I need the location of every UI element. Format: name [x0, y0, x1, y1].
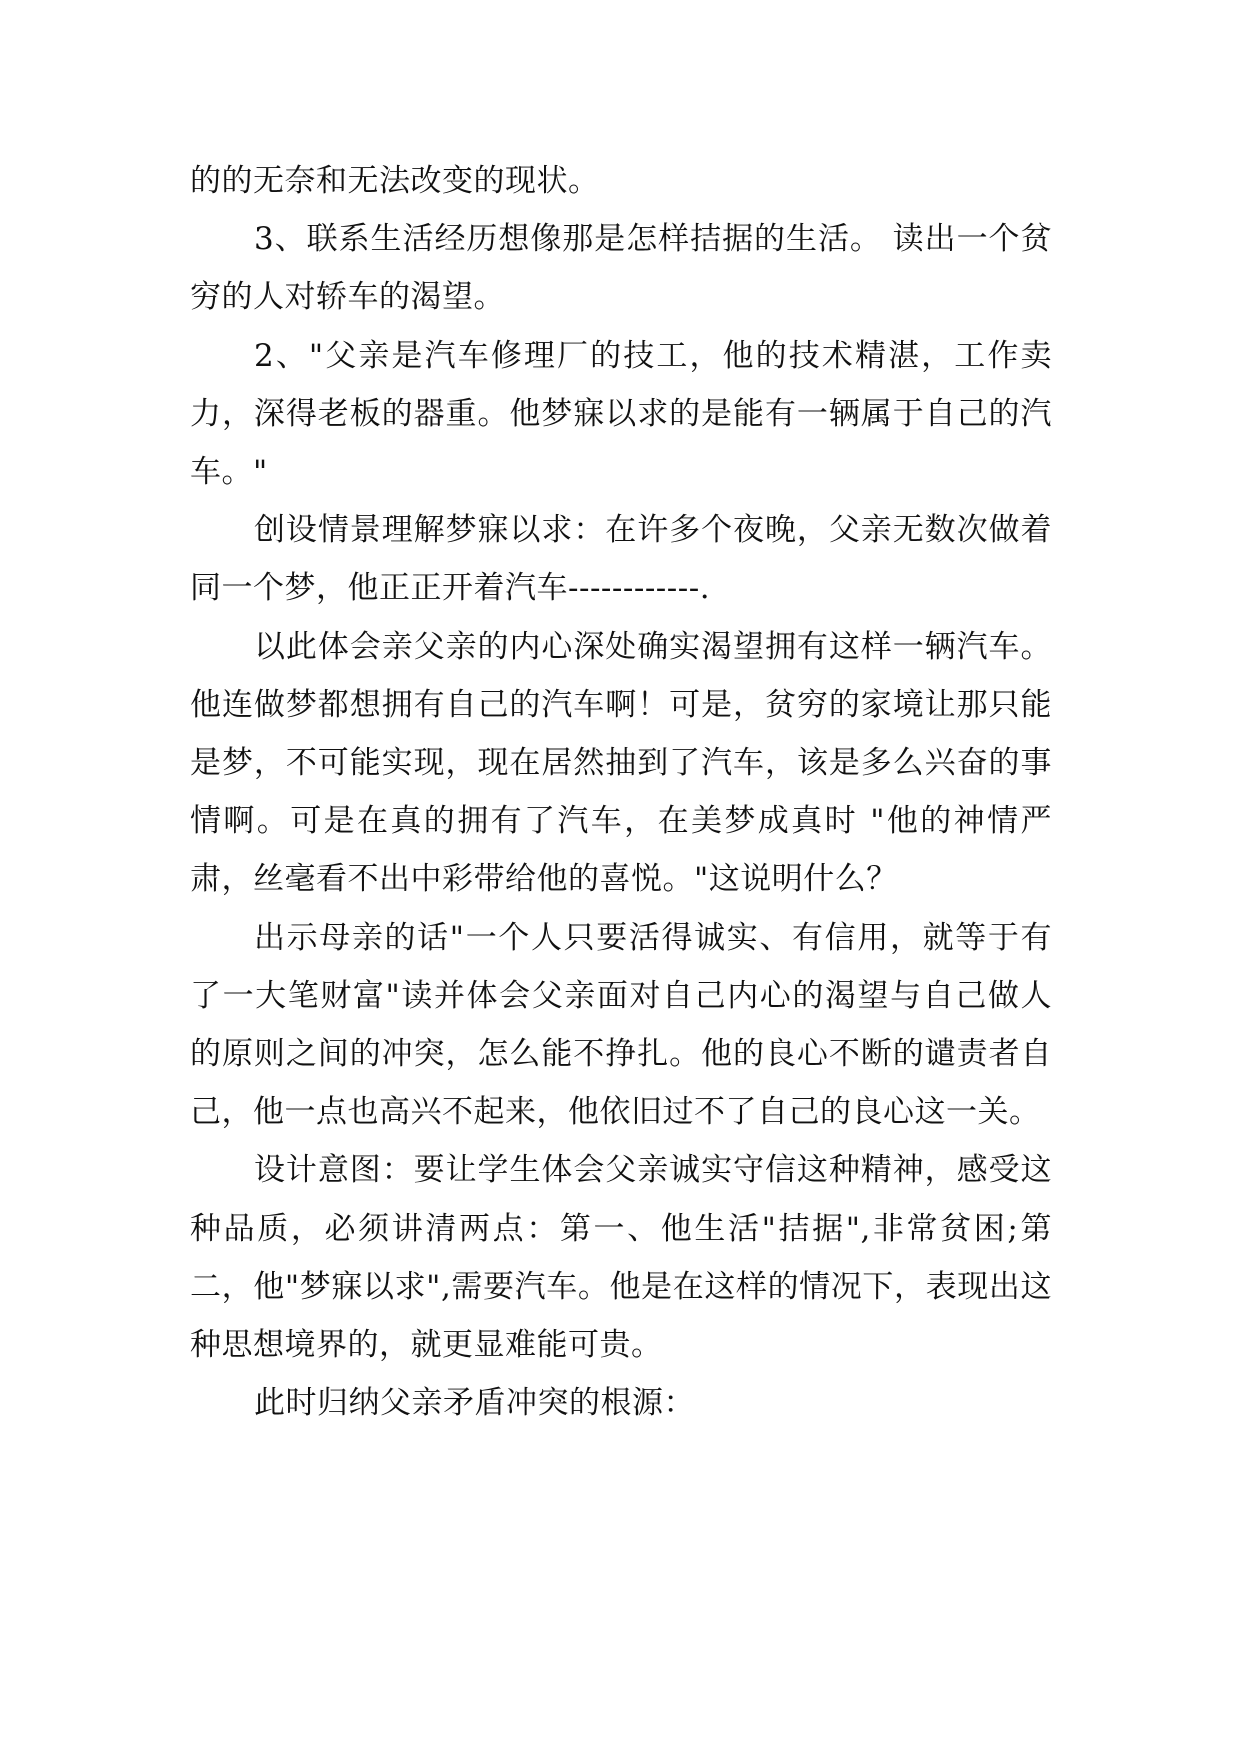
paragraph-continuation: 的的无奈和无法改变的现状。	[190, 163, 600, 199]
paragraph-point-2-quote: 2、"父亲是汽车修理厂的技工，他的技术精湛，工作卖力，深得老板的器重。他梦寐以求的是能有一辆属于自己的汽车。"	[190, 337, 1052, 491]
paragraph-conflict-summary: 此时归纳父亲矛盾冲突的根源：	[254, 1385, 695, 1422]
paragraph-scenario: 创设情景理解梦寐以求：在许多个夜晚，父亲无数次做着同一个梦，他正正开着汽车------------.	[190, 512, 1052, 607]
paragraph-inner-desire: 以此体会亲父亲的内心深处确实渴望拥有这样一辆汽车。 他连做梦都想拥有自己的汽车啊！可是，贫穷的家境让那只能是梦，不可能实现，现在居然抽到了汽车，该是多么兴奋的事情啊。可是在真的拥有了汽车，在美梦成真时 "他的神情严肃，丝毫看不出中彩带给他的喜悦。"这说明什么？	[190, 628, 1052, 898]
document-body	[190, 152, 1052, 1432]
paragraph-point-3: 3、联系生活经历想像那是怎样拮据的生活。 读出一个贫穷的人对轿车的渴望。	[190, 221, 1052, 316]
paragraph-mother-quote: 出示母亲的话"一个人只要活得诚实、有信用，就等于有了一大笔财富"读并体会父亲面对自己内心的渴望与自己做人的原则之间的冲突，怎么能不挣扎。他的良心不断的谴责者自己，他一点也高兴不起来，他依旧过不了自己的良心这一关。	[190, 919, 1052, 1131]
paragraph-design-intent: 设计意图：要让学生体会父亲诚实守信这种精神，感受这种品质，必须讲清两点：第一、他生活"拮据",非常贫困;第二，他"梦寐以求",需要汽车。他是在这样的情况下，表现出这种思想境界的，就更显难能可贵。	[190, 1152, 1052, 1364]
